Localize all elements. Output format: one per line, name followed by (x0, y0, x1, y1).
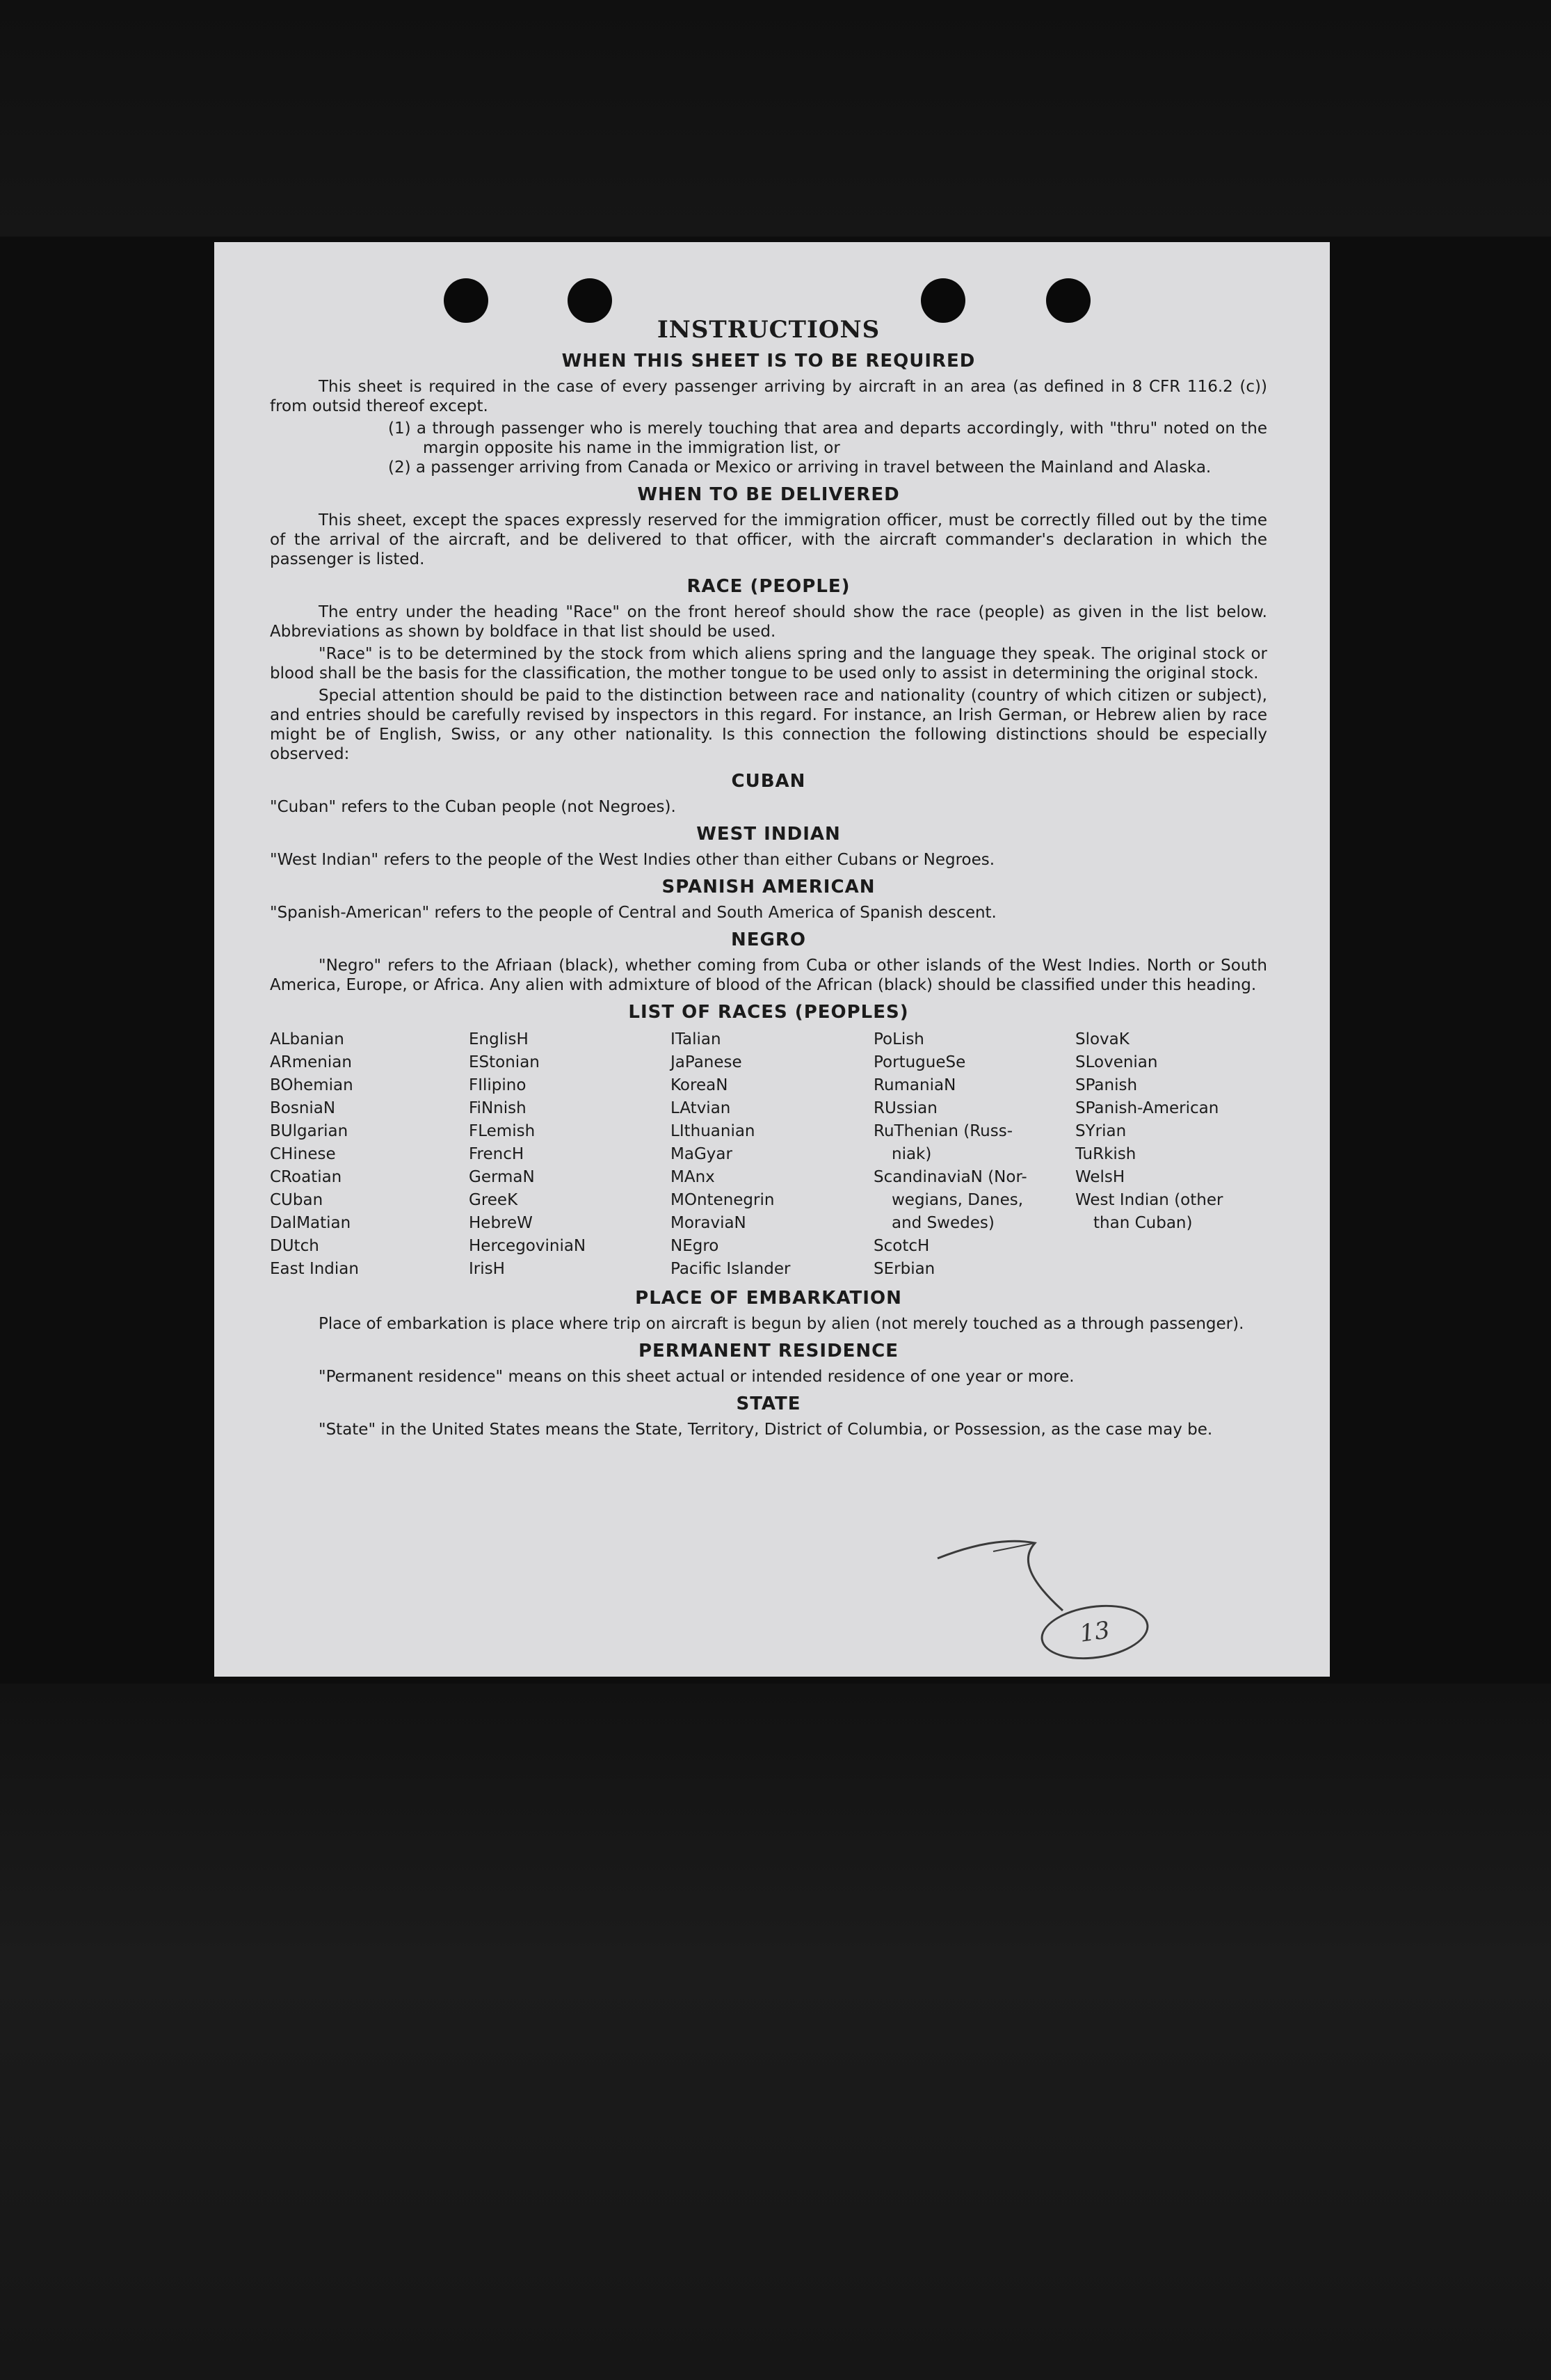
race-entry: ALbanian (270, 1030, 344, 1048)
paragraph: "State" in the United States means the State, Territory, District of Columbia, or Possession, as the case may be. (319, 1421, 1213, 1439)
heading-when-required: WHEN THIS SHEET IS TO BE REQUIRED (561, 351, 976, 372)
race-entry: FLemish (469, 1122, 536, 1140)
race-entry: than Cuban) (1093, 1214, 1193, 1232)
race-entry: LAtvian (670, 1099, 731, 1117)
paragraph: "Race" is to be determined by the stock from which aliens spring and the language they speak. The original stock or blood shall be the basis for the classification, the mother tongue to be used only to assist in determining the original stock. (270, 645, 1267, 682)
race-entry: MAnx (670, 1168, 715, 1186)
pencil-mark-icon (931, 1531, 1070, 1614)
race-entry: HebreW (469, 1214, 533, 1232)
race-entry: DUtch (270, 1237, 319, 1255)
heading-west-indian: WEST INDIAN (696, 824, 841, 845)
document-title: INSTRUCTIONS (657, 316, 881, 344)
heading-residence: PERMANENT RESIDENCE (638, 1341, 899, 1361)
races-list (270, 1028, 1267, 1281)
document-sheet (214, 242, 1330, 1677)
race-entry: FrencH (469, 1145, 524, 1163)
race-entry: ScandinaviaN (Nor- (874, 1168, 1027, 1186)
race-entry: WelsH (1075, 1168, 1125, 1186)
race-entry: DalMatian (270, 1214, 351, 1232)
race-entry: ScotcH (874, 1237, 930, 1255)
race-entry: East Indian (270, 1260, 359, 1278)
heading-negro: NEGRO (731, 929, 806, 950)
race-entry: GermaN (469, 1168, 535, 1186)
race-entry: SErbian (874, 1260, 935, 1278)
paragraph: "Negro" refers to the Afriaan (black), whether coming from Cuba or other islands of the West Indies. North or South America, Europe, or Africa. Any alien with admixture of blood of the African (black) should be classified under this heading. (270, 957, 1267, 994)
race-entry: FiNnish (469, 1099, 527, 1117)
race-entry: GreeK (469, 1191, 518, 1209)
race-entry: JaPanese (670, 1053, 742, 1071)
paragraph: Place of embarkation is place where trip on aircraft is begun by alien (not merely touched as a through passenger). (319, 1315, 1244, 1333)
page-number-stamp: 13 (1037, 1599, 1152, 1666)
races-column (469, 1028, 670, 1281)
race-entry: SYrian (1075, 1122, 1127, 1140)
punch-hole (444, 278, 488, 323)
race-entry: LIthuanian (670, 1122, 755, 1140)
race-entry: SPanish (1075, 1076, 1138, 1094)
race-entry: West Indian (other (1075, 1191, 1223, 1209)
race-entry: BUlgarian (270, 1122, 348, 1140)
race-entry: TuRkish (1075, 1145, 1136, 1163)
race-entry: ITalian (670, 1030, 721, 1048)
races-column (874, 1028, 1075, 1281)
paragraph: "West Indian" refers to the people of the West Indies other than either Cubans or Negroes. (270, 851, 995, 869)
punch-hole (568, 278, 612, 323)
paragraph: This sheet is required in the case of every passenger arriving by aircraft in an area (as defined in 8 CFR 116.2 (c)) from outsid thereof except. (270, 378, 1267, 415)
race-entry: PoLish (874, 1030, 924, 1048)
race-entry: CHinese (270, 1145, 336, 1163)
race-entry: RuThenian (Russ- (874, 1122, 1013, 1140)
heading-state: STATE (736, 1393, 801, 1414)
race-entry: MOntenegrin (670, 1191, 775, 1209)
heading-when-delivered: WHEN TO BE DELIVERED (637, 484, 900, 505)
race-entry: HercegoviniaN (469, 1237, 586, 1255)
races-column (1075, 1028, 1284, 1281)
punch-hole (1046, 278, 1091, 323)
race-entry: ARmenian (270, 1053, 352, 1071)
heading-list-of-races: LIST OF RACES (PEOPLES) (628, 1002, 909, 1023)
microfilm-border-top (0, 0, 1551, 237)
race-entry: Pacific Islander (670, 1260, 791, 1278)
paragraph: This sheet, except the spaces expressly reserved for the immigration officer, must be correctly filled out by the time of the arrival of the aircraft, and be delivered to that officer, with the aircraft commander's declaration in which the passenger is listed. (270, 511, 1267, 568)
paragraph: The entry under the heading "Race" on the front hereof should show the race (people) as given in the list below. Abbreviations as shown by boldface in that list should be used. (270, 603, 1267, 641)
heading-cuban: CUBAN (731, 771, 806, 792)
punch-hole (921, 278, 965, 323)
race-entry: and Swedes) (892, 1214, 995, 1232)
race-entry: SlovaK (1075, 1030, 1130, 1048)
race-entry: EStonian (469, 1053, 540, 1071)
race-entry: niak) (892, 1145, 932, 1163)
races-column (670, 1028, 874, 1281)
race-entry: RumaniaN (874, 1076, 956, 1094)
race-entry: MoraviaN (670, 1214, 746, 1232)
microfilm-border-bottom (0, 1684, 1551, 2380)
paragraph: Special attention should be paid to the distinction between race and nationality (country of which citizen or subject), and entries should be carefully revised by inspectors in this regard. For instance, an Irish German, or Hebrew alien by race might be of English, Swiss, or any other nationality. Is this connection the following distinctions should be especially observed: (270, 687, 1267, 763)
exception-item: (1) a through passenger who is merely touching that area and departs accordingly, with "thru" noted on the margin opposite his name in the immigration list, or (388, 420, 1267, 457)
race-entry: NEgro (670, 1237, 719, 1255)
race-entry: FIlipino (469, 1076, 527, 1094)
paragraph: "Permanent residence" means on this sheet actual or intended residence of one year or more. (319, 1368, 1075, 1386)
race-entry: CUban (270, 1191, 323, 1209)
paragraph: "Cuban" refers to the Cuban people (not Negroes). (270, 798, 676, 816)
race-entry: IrisH (469, 1260, 505, 1278)
exception-item: (2) a passenger arriving from Canada or Mexico or arriving in travel between the Mainland and Alaska. (388, 458, 1212, 477)
race-entry: KoreaN (670, 1076, 728, 1094)
heading-race: RACE (PEOPLE) (686, 576, 851, 597)
race-entry: SLovenian (1075, 1053, 1158, 1071)
paragraph: "Spanish-American" refers to the people of Central and South America of Spanish descent. (270, 904, 997, 922)
heading-embarkation: PLACE OF EMBARKATION (635, 1288, 902, 1309)
race-entry: EnglisH (469, 1030, 529, 1048)
race-entry: BOhemian (270, 1076, 353, 1094)
race-entry: MaGyar (670, 1145, 732, 1163)
heading-spanish-american: SPANISH AMERICAN (661, 877, 876, 897)
race-entry: RUssian (874, 1099, 938, 1117)
race-entry: BosniaN (270, 1099, 336, 1117)
race-entry: wegians, Danes, (892, 1191, 1024, 1209)
race-entry: PortugueSe (874, 1053, 966, 1071)
race-entry: SPanish-American (1075, 1099, 1219, 1117)
race-entry: CRoatian (270, 1168, 342, 1186)
races-column (270, 1028, 469, 1281)
